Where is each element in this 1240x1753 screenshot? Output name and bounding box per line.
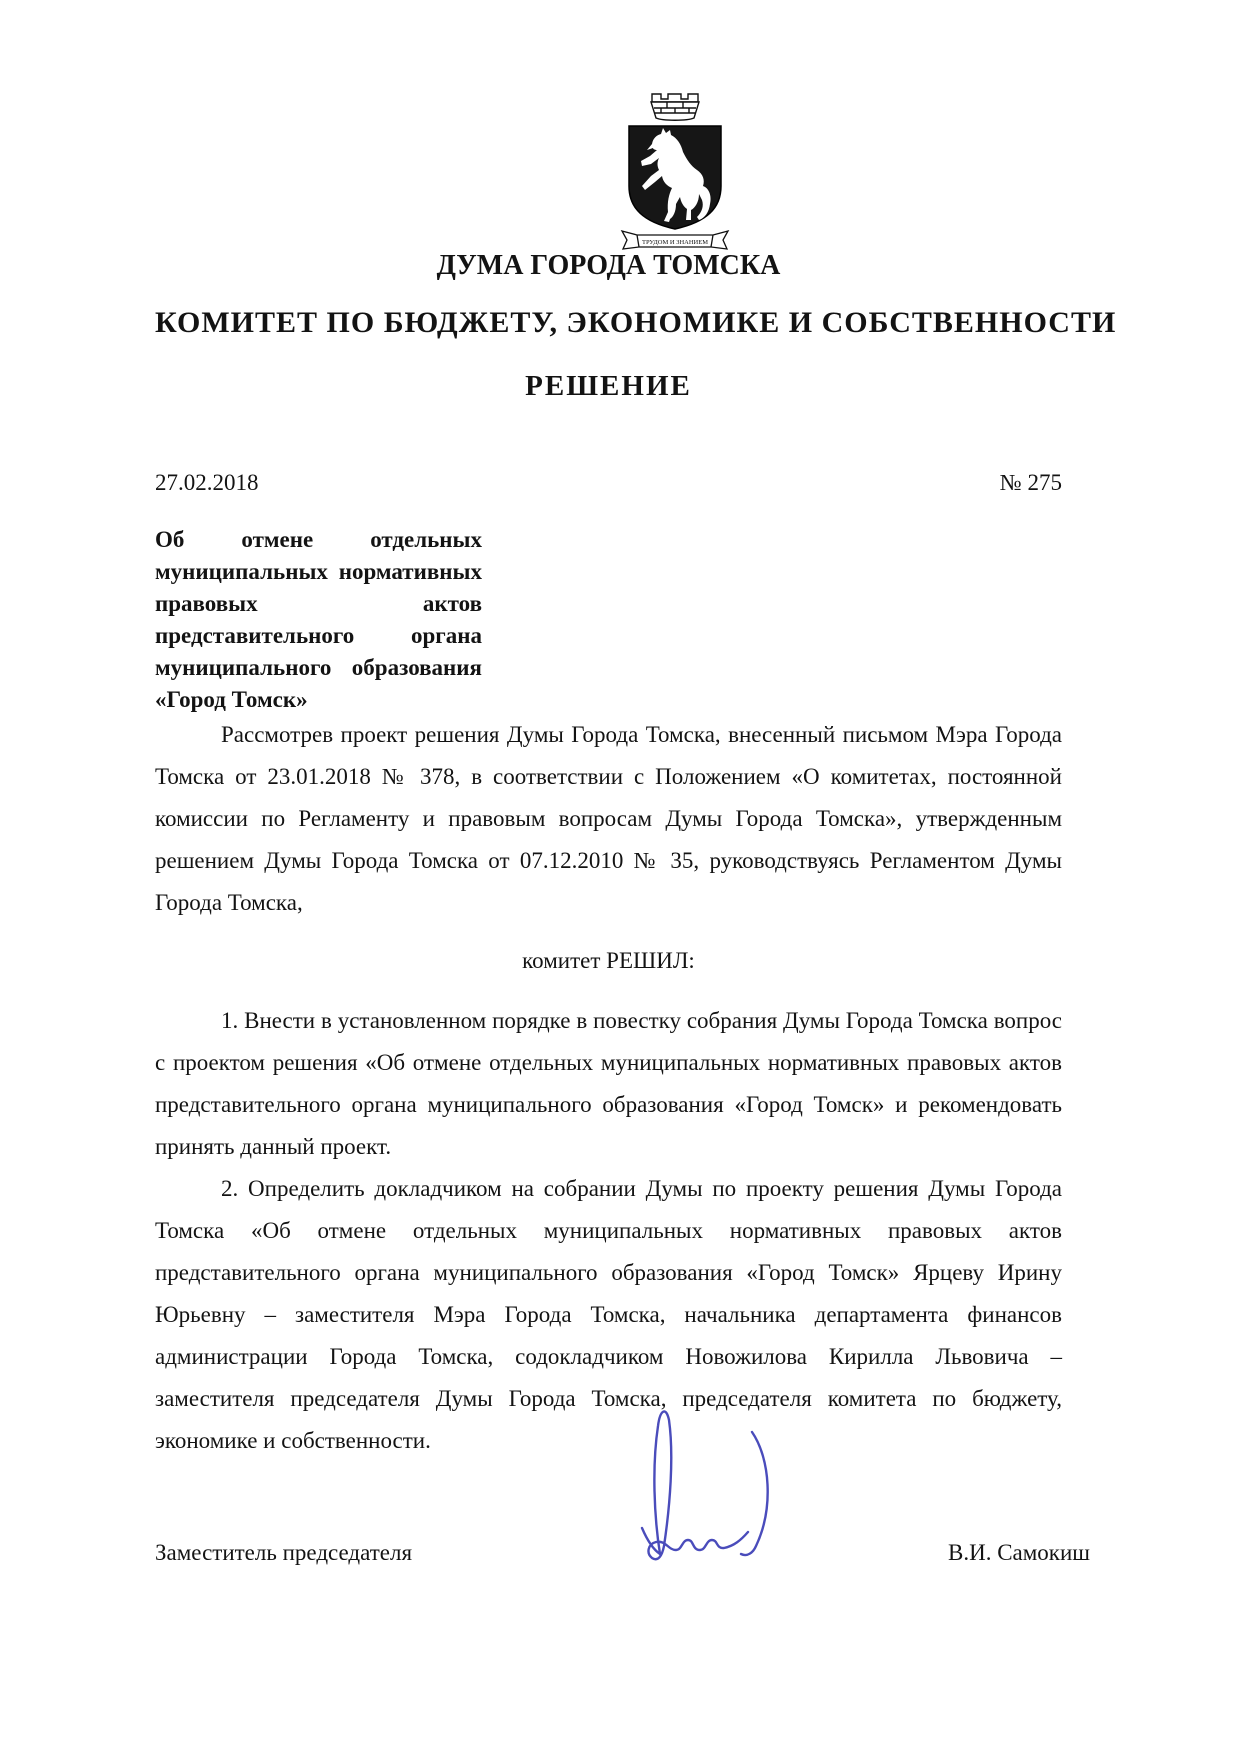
motto-ribbon-icon: [622, 231, 728, 249]
document-type-title: РЕШЕНИЕ: [525, 370, 692, 402]
signature-row: [155, 1540, 1090, 1566]
preamble-paragraph: Рассмотрев проект решения Думы Города Томска, внесенный письмом Мэра Города Томска от 23.01.2018 № 378, в соответствии с Положением «О комитетах, постоянной комиссии по Регламенту и правовым вопросам Думы Города Томска», утвержденным решением Думы Города Томска от 07.12.2010 № 35, руководствуясь Регламентом Думы Города Томска,: [155, 722, 1062, 915]
meta-row: [155, 470, 1062, 496]
document-number: № 275: [999, 470, 1062, 495]
committee-title: КОМИТЕТ ПО БЮДЖЕТУ, ЭКОНОМИКЕ И СОБСТВЕННОСТИ: [155, 306, 1117, 339]
document-subject: Об отмене отдельных муниципальных нормативных правовых актов представительного органа муниципального образования «Город Томск»: [155, 527, 482, 712]
document-date: 27.02.2018: [155, 470, 259, 495]
signer-name: В.И. Самокиш: [948, 1540, 1090, 1565]
resolution-heading: комитет РЕШИЛ:: [522, 948, 695, 973]
signer-position: Заместитель председателя: [155, 1540, 413, 1565]
motto-text: ТРУДОМ И ЗНАНИЕМ: [641, 239, 709, 246]
mural-crown-icon: [651, 94, 699, 120]
tomsk-coat-of-arms-icon: [615, 90, 735, 250]
resolution-item-2: 2. Определить докладчиком на собрании Думы по проекту решения Думы Города Томска «Об отмене отдельных муниципальных нормативных правовых актов представительного органа муниципального образования «Город Томск» Ярцеву Ирину Юрьевну – заместителя Мэра Города Томска, начальника департамента финансов администрации Города Томска, содокладчиком Новожилова Кирилла Львовича – заместителя председателя Думы Города Томска, председателя комитета по бюджету, экономике и собственности.: [155, 1176, 1062, 1453]
organization-title: ДУМА ГОРОДА ТОМСКА: [436, 250, 781, 281]
resolution-item-1: 1. Внести в установленном порядке в повестку собрания Думы Города Томска вопрос с проектом решения «Об отмене отдельных муниципальных нормативных правовых актов представительного органа муниципального образования «Город Томск» и рекомендовать принять данный проект.: [155, 1008, 1062, 1159]
